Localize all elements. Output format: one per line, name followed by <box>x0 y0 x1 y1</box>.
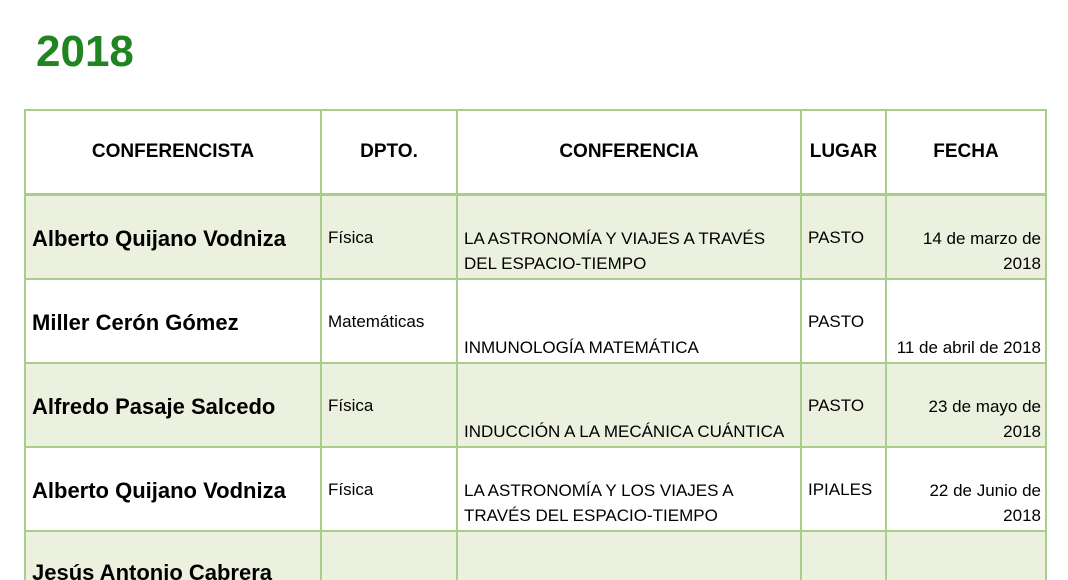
cell-conference <box>457 447 801 531</box>
cell-place <box>801 195 886 280</box>
date: 23 de mayo de 2018 <box>928 397 1041 441</box>
cell-date <box>886 279 1046 363</box>
cell-place <box>801 363 886 447</box>
date: 11 de abril de 2018 <box>896 338 1041 357</box>
speaker-name: Alberto Quijano Vodniza <box>32 478 286 503</box>
place: PASTO <box>808 228 865 247</box>
place: IPIALES <box>808 480 873 499</box>
cell-dept <box>321 447 457 531</box>
cell-speaker <box>25 447 321 531</box>
speaker-name: Jesús Antonio Cabrera <box>32 560 273 580</box>
cell-conference <box>457 195 801 280</box>
conference-title: LA ASTRONOMÍA Y LOS VIAJES A TRAVÉS DEL ESPACIO-TIEMPO <box>464 481 733 525</box>
cell-place <box>801 531 886 580</box>
cell-speaker <box>25 363 321 447</box>
header-dept: DPTO. <box>321 110 457 195</box>
header-speaker: CONFERENCISTA <box>25 110 321 195</box>
cell-speaker <box>25 195 321 280</box>
speaker-name: Alberto Quijano Vodniza <box>32 226 286 251</box>
cell-conference <box>457 531 801 580</box>
cell-conference <box>457 363 801 447</box>
place: PASTO <box>808 396 865 415</box>
cell-conference <box>457 279 801 363</box>
cell-place <box>801 447 886 531</box>
table-row <box>25 531 1046 580</box>
table-row <box>25 195 1046 280</box>
cell-date <box>886 447 1046 531</box>
speaker-name: Miller Cerón Gómez <box>32 310 239 335</box>
conference-title: INDUCCIÓN A LA MECÁNICA CUÁNTICA <box>464 422 785 441</box>
place: PASTO <box>808 312 865 331</box>
cell-date <box>886 195 1046 280</box>
table-header-row <box>25 110 1046 195</box>
cell-place <box>801 279 886 363</box>
cell-date <box>886 531 1046 580</box>
header-place: LUGAR <box>801 110 886 195</box>
table-row <box>25 279 1046 363</box>
conferences-table <box>24 109 1047 580</box>
table-row <box>25 447 1046 531</box>
table-row <box>25 363 1046 447</box>
speaker-name: Alfredo Pasaje Salcedo <box>32 394 276 419</box>
department: Física <box>328 480 374 499</box>
cell-date <box>886 363 1046 447</box>
cell-speaker <box>25 531 321 580</box>
conference-title: LA ASTRONOMÍA Y VIAJES A TRAVÉS DEL ESPACIO-TIEMPO <box>464 229 766 273</box>
department: Matemáticas <box>328 312 425 331</box>
department: Física <box>328 396 374 415</box>
date: 22 de Junio de 2018 <box>929 481 1041 525</box>
cell-dept <box>321 195 457 280</box>
cell-speaker <box>25 279 321 363</box>
department: Física <box>328 228 374 247</box>
header-date: FECHA <box>886 110 1046 195</box>
cell-dept <box>321 363 457 447</box>
header-conference: CONFERENCIA <box>457 110 801 195</box>
conference-title: INMUNOLOGÍA MATEMÁTICA <box>464 338 699 357</box>
cell-dept <box>321 279 457 363</box>
cell-dept <box>321 531 457 580</box>
page-title: 2018 <box>36 27 134 76</box>
date: 14 de marzo de 2018 <box>922 229 1041 273</box>
